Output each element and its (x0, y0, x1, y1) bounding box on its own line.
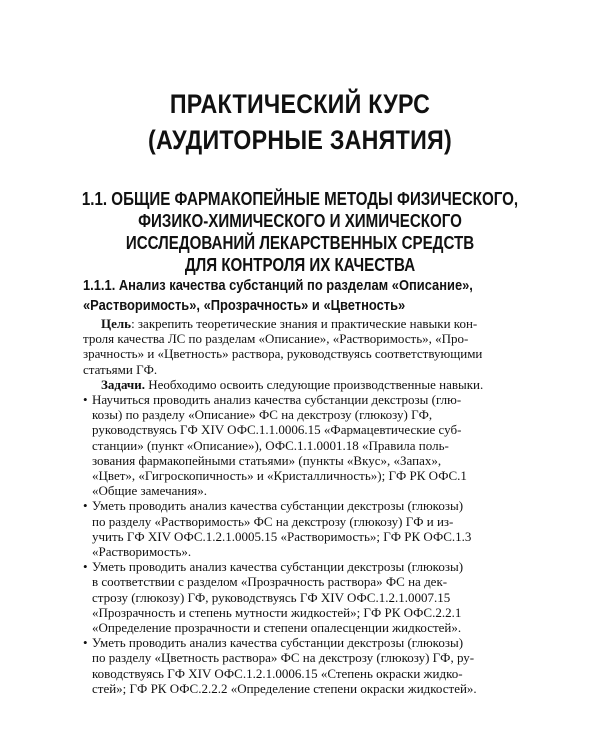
page-title-line: ПРАКТИЧЕСКИЙ КУРС (169, 89, 431, 119)
task-list-item-line (83, 650, 493, 665)
task-list-item-line (83, 574, 493, 589)
section-heading-line: ДЛЯ КОНТРОЛЯ ИХ КАЧЕСТВА (184, 255, 416, 275)
bullet-icon: • (83, 392, 88, 408)
task-list-item-line (83, 681, 493, 696)
task-list-item-text: Научиться проводить анализ качества субстанции декстрозы (глю- (92, 392, 462, 408)
task-list-item (83, 635, 493, 696)
task-list-item-text: «Прозрачность и степень мутности жидкостей»; ГФ РК ОФС.2.2.1 (92, 604, 462, 620)
task-list-item-line (83, 392, 493, 407)
goal-paragraph-line: троля качества ЛС по разделам «Описание», «Растворимость», «Про- (83, 331, 469, 347)
bullet-icon: • (83, 498, 88, 514)
tasks-intro: Необходимо освоить следующие производственные навыки. (145, 376, 484, 392)
section-heading-line: ИССЛЕДОВАНИЙ ЛЕКАРСТВЕННЫХ СРЕДСТВ (125, 233, 475, 253)
tasks-paragraph-line (83, 377, 493, 392)
goal-paragraph-line: зрачность» и «Цветность» раствора, руководствуясь соответствующими (83, 346, 483, 362)
section-heading-line: ФИЗИКО-ХИМИЧЕСКОГО И ХИМИЧЕСКОГО (138, 211, 462, 231)
task-list-item-line (83, 438, 493, 453)
task-list-item-line (83, 620, 493, 635)
task-list-item-line (83, 529, 493, 544)
task-list-item-text: по разделу «Растворимость» ФС на декстрозу (глюкозу) ГФ и из- (92, 513, 454, 529)
task-list-item-text: строзу (глюкозу) ГФ, руководствуясь ГФ XIV ОФС.1.2.1.0007.15 (92, 589, 451, 605)
task-list-item-text: станции» (пункт «Описание»), ОФС.1.1.0001.18 «Правила поль- (92, 437, 449, 453)
task-list-item-line (83, 590, 493, 605)
task-list-item (83, 392, 493, 498)
task-list-item-text: стей»; ГФ РК ОФС.2.2.2 «Определение степени окраски жидкостей». (92, 680, 477, 696)
task-list-item-text: «Растворимость». (92, 544, 192, 560)
task-list-item-text: «Цвет», «Гигроскопичность» и «Кристалличность»); ГФ РК ОФС.1 (92, 468, 467, 484)
task-list-item-text: Уметь проводить анализ качества субстанции декстрозы (глюкозы) (92, 559, 464, 575)
task-list-item-text: учить ГФ XIV ОФС.1.2.1.0005.15 «Растворимость»; ГФ РК ОФС.1.3 (92, 528, 472, 544)
goal-paragraph-line: статьями ГФ. (83, 361, 158, 377)
task-list-item-text: козы) по разделу «Описание» ФС на декстрозу (глюкозу) ГФ, (92, 407, 433, 423)
task-list-item-text: по разделу «Цветность раствора» ФС на декстрозу (глюкозу) ГФ, ру- (92, 650, 475, 666)
task-list-item-line (83, 498, 493, 513)
task-list-item-text: «Определение прозрачности и степени опалесценции жидкостей». (92, 620, 462, 636)
section-heading-line: 1.1. ОБЩИЕ ФАРМАКОПЕЙНЫЕ МЕТОДЫ ФИЗИЧЕСКОГО, (81, 189, 519, 209)
page-title-line: (АУДИТОРНЫЕ ЗАНЯТИЯ) (148, 125, 452, 155)
task-list-item-text: «Общие замечания». (92, 483, 208, 499)
task-list-item-line (83, 605, 493, 620)
task-list-item-text: Уметь проводить анализ качества субстанции декстрозы (глюкозы) (92, 635, 464, 651)
task-list-item-line (83, 453, 493, 468)
subsection-heading-line: «Растворимость», «Прозрачность» и «Цветность» (83, 297, 406, 314)
task-list-item-text: зования фармакопейными статьями» (пункты «Вкус», «Запах», (92, 452, 442, 468)
goal-paragraph-line (83, 316, 493, 331)
goal-label: Цель (101, 316, 132, 331)
task-list-item-line (83, 483, 493, 498)
task-list-item-line (83, 559, 493, 574)
task-list-item-line (83, 544, 493, 559)
goal-text: : закрепить теоретические знания и практические навыки кон- (131, 316, 478, 331)
bullet-icon: • (83, 559, 88, 575)
subsection-heading-line: 1.1.1. Анализ качества субстанций по разделам «Описание», (83, 277, 473, 294)
tasks-label: Задачи. (101, 376, 145, 392)
task-list-item-text: в соответствии с разделом «Прозрачность раствора» ФС на дек- (92, 574, 448, 590)
task-list-item-text: руководствуясь ГФ XIV ОФС.1.1.0006.15 «Фармацевтические суб- (92, 422, 462, 438)
subsection-heading (83, 276, 473, 316)
task-list-item-line (83, 666, 493, 681)
task-list-item-line (83, 468, 493, 483)
task-list-item-line (83, 422, 493, 437)
task-list (83, 392, 493, 696)
task-list-item-text: Уметь проводить анализ качества субстанции декстрозы (глюкозы) (92, 498, 464, 514)
body-text (83, 316, 493, 696)
section-heading (48, 188, 552, 276)
task-list-item (83, 498, 493, 559)
page-title (42, 86, 558, 158)
task-list-item-line (83, 407, 493, 422)
bullet-icon: • (83, 635, 88, 651)
task-list-item-text: ководствуясь ГФ XIV ОФС.1.2.1.0006.15 «Степень окраски жидко- (92, 665, 463, 681)
task-list-item (83, 559, 493, 635)
task-list-item-line (83, 514, 493, 529)
task-list-item-line (83, 635, 493, 650)
